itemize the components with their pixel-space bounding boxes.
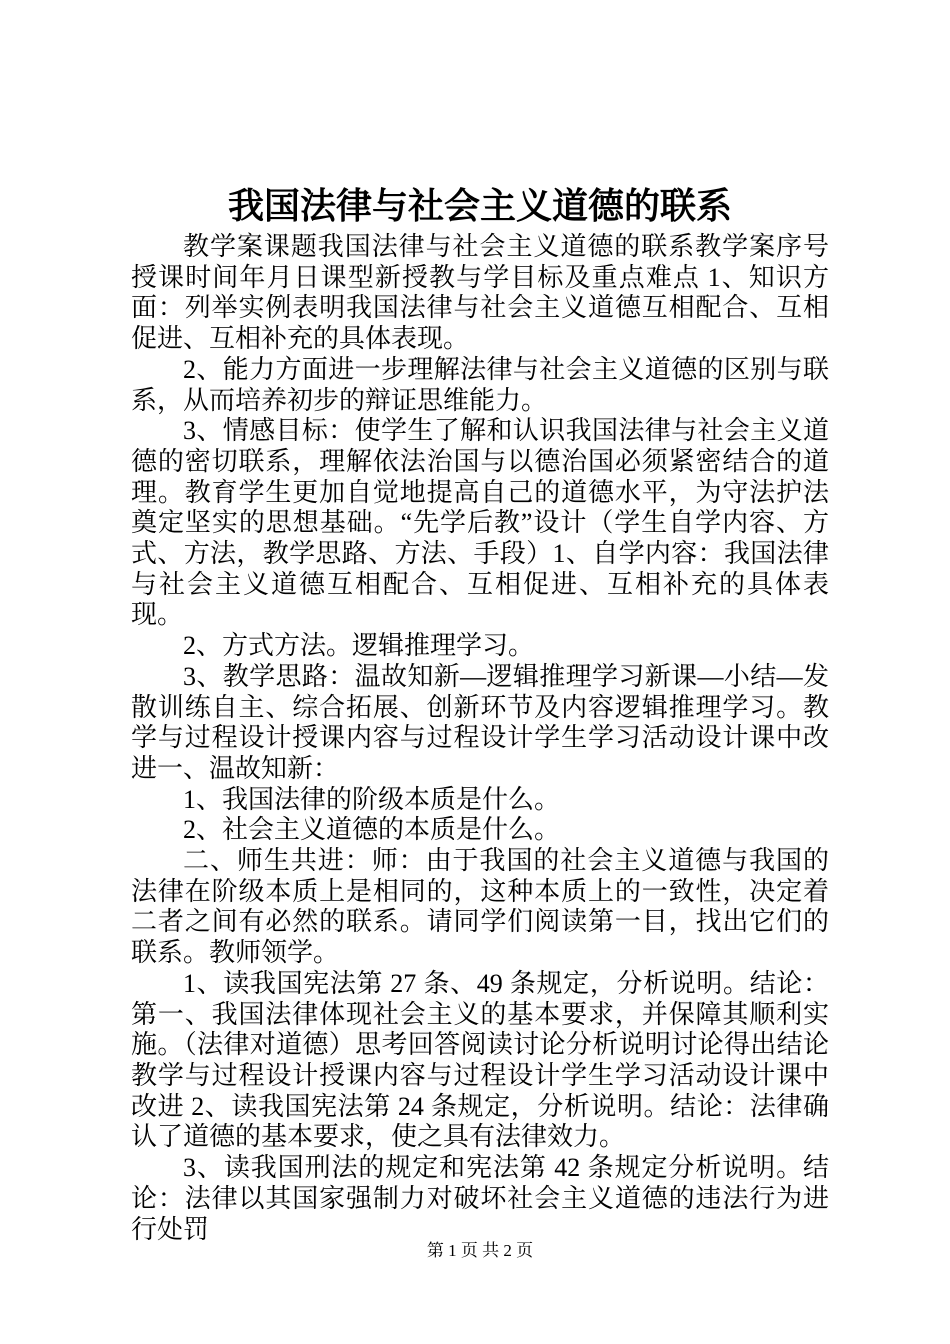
document-content <box>131 184 829 1245</box>
paragraph: 1、我国法律的阶级本质是什么。 <box>183 784 561 814</box>
page-number-label: 第 1 页 共 2 页 <box>426 1241 534 1260</box>
paragraph: 3、教学思路：温故知新—逻辑推理学习新课—小结—发散训练自主、综合拓展、创新环节及内容逻辑推理学习。教学与过程设计授课内容与过程设计学生学习活动设计课中改进一、温故知新： <box>131 661 829 783</box>
paragraph: 教学案课题我国法律与社会主义道德的联系教学案序号授课时间年月日课型新授教与学目标及重点难点 1、知识方面：列举实例表明我国法律与社会主义道德互相配合、互相促进、互相补充的具体表现。 <box>131 232 829 354</box>
paragraph: 2、社会主义道德的本质是什么。 <box>183 815 561 845</box>
paragraph: 1、读我国宪法第 27 条、49 条规定，分析说明。结论：第一、我国法律体现社会主义的基本要求，并保障其顺利实施。（法律对道德）思考回答阅读讨论分析说明讨论得出结论教学与过程设计授课内容与过程设计学生学习活动设计课中改进 2、读我国宪法第 24 条规定，分析说明。结论：法律确认了道德的基本要求，使之具有法律效力。 <box>131 968 829 1152</box>
page-footer <box>131 1240 829 1262</box>
paragraph: 二、师生共进：师：由于我国的社会主义道德与我国的法律在阶级本质上是相同的，这种本质上的一致性，决定着二者之间有必然的联系。请同学们阅读第一目，找出它们的联系。教师领学。 <box>131 846 829 968</box>
paragraph: 2、方式方法。逻辑推理学习。 <box>183 631 535 661</box>
paragraph: 3、情感目标：使学生了解和认识我国法律与社会主义道德的密切联系，理解依法治国与以德治国必须紧密结合的道理。教育学生更加自觉地提高自己的道德水平，为守法护法奠定坚实的思想基础。“先学后教”设计（学生自学内容、方式、方法，教学思路、方法、手段）1、自学内容：我国法律与社会主义道德互相配合、互相促进、互相补充的具体表现。 <box>131 416 829 630</box>
paragraph: 2、能力方面进一步理解法律与社会主义道德的区别与联系，从而培养初步的辩证思维能力。 <box>131 354 829 415</box>
paragraph: 3、读我国刑法的规定和宪法第 42 条规定分析说明。结论：法律以其国家强制力对破坏社会主义道德的违法行为进行处罚 <box>131 1153 829 1244</box>
document-title: 我国法律与社会主义道德的联系 <box>227 186 732 226</box>
document-body <box>131 232 829 1245</box>
